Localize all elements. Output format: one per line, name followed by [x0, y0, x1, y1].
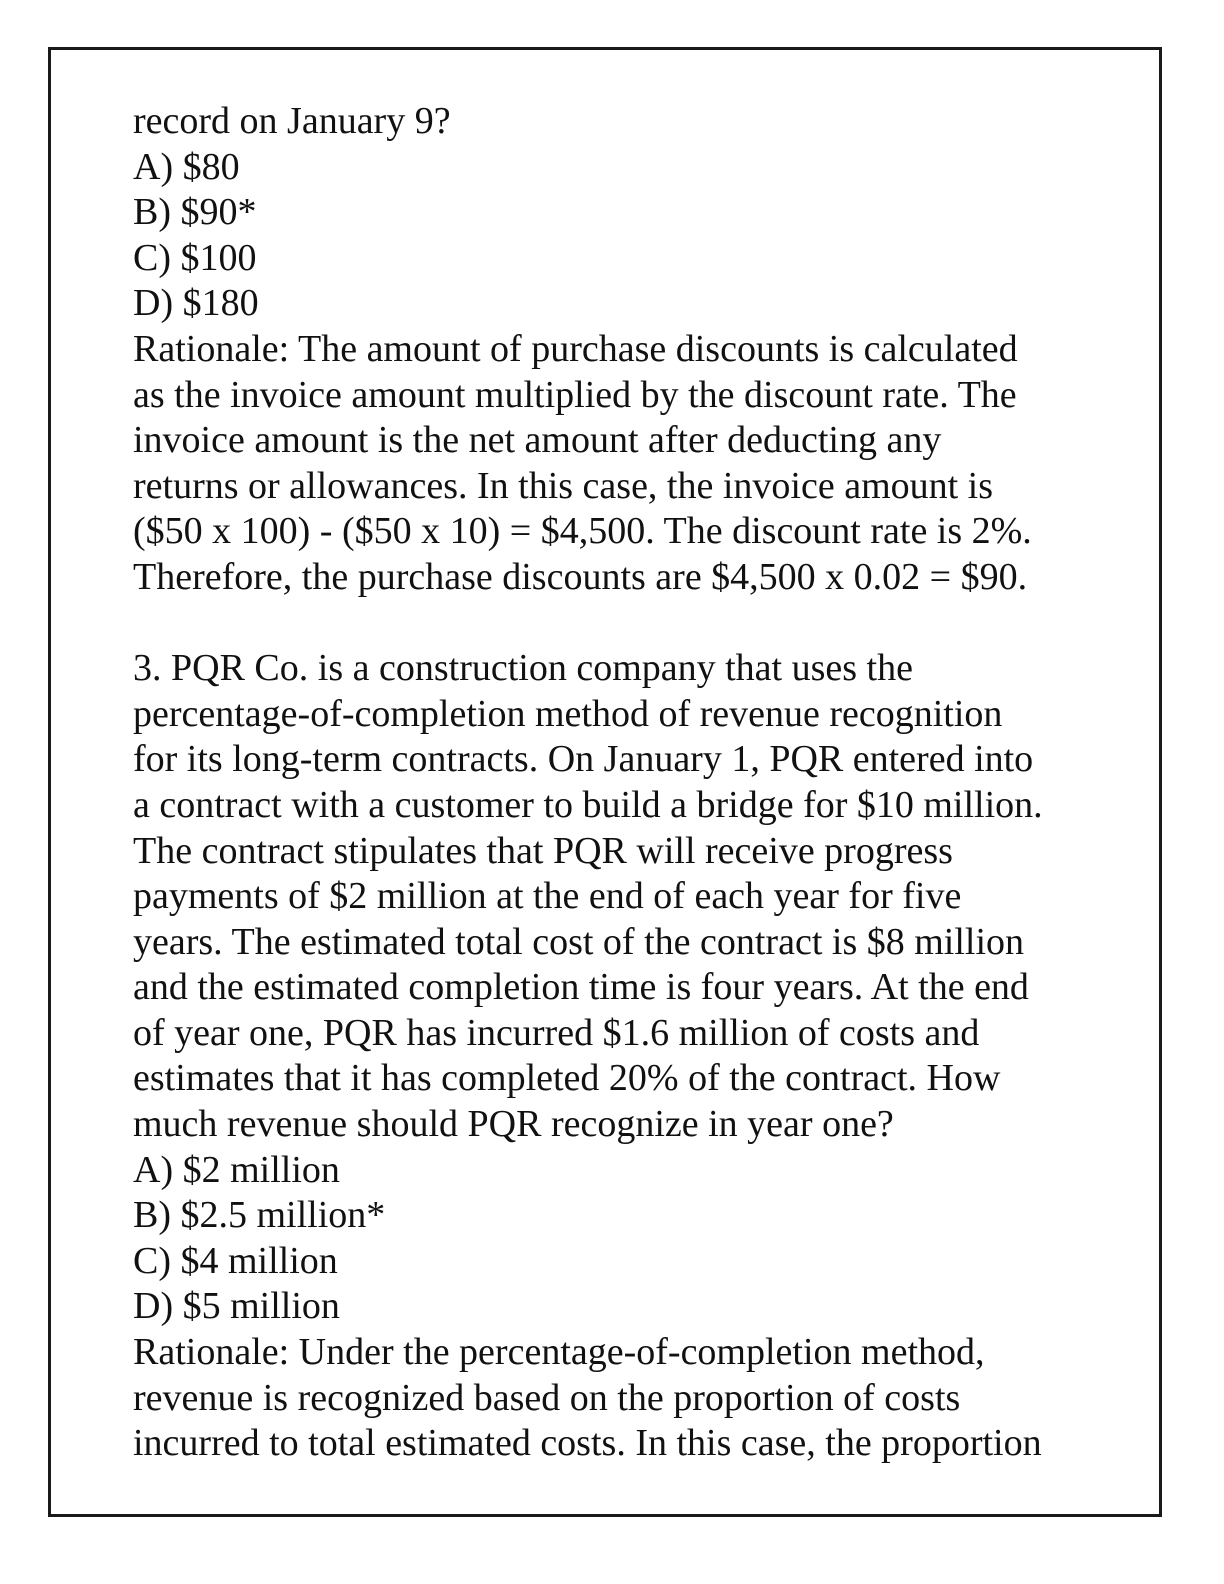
question-3-stem-line: of year one, PQR has incurred $1.6 million of costs and	[133, 1011, 980, 1054]
question-2-option-b: B) $90*	[133, 191, 257, 234]
question-3-stem-line: estimates that it has completed 20% of the contract. How	[133, 1057, 1001, 1100]
question-3-stem-line: and the estimated completion time is four years. At the end	[133, 966, 1029, 1009]
question-3-stem-line: The contract stipulates that PQR will receive progress	[133, 829, 953, 872]
question-3-stem-line: payments of $2 million at the end of each year for five	[133, 875, 962, 918]
question-3-stem-line: much revenue should PQR recognize in year one?	[133, 1103, 894, 1146]
question-3-rationale-line: Rationale: Under the percentage-of-completion method,	[133, 1331, 985, 1374]
paragraph-gap	[133, 601, 1133, 647]
question-3-option-b: B) $2.5 million*	[133, 1194, 386, 1237]
question-2-rationale-line: Therefore, the purchase discounts are $4,500 x 0.02 = $90.	[133, 555, 1028, 598]
question-2-option-c: C) $100	[133, 236, 257, 279]
question-3-stem-line: percentage-of-completion method of revenue recognition	[133, 692, 1003, 735]
question-3-stem-line: years. The estimated total cost of the contract is $8 million	[133, 920, 1025, 963]
question-2-rationale-line: returns or allowances. In this case, the invoice amount is	[133, 464, 994, 507]
question-3-stem-line: 3. PQR Co. is a construction company that uses the	[133, 647, 913, 690]
question-2-rationale-line: invoice amount is the net amount after deducting any	[133, 419, 942, 462]
question-2-stem-end: record on January 9?	[133, 100, 451, 142]
question-3-rationale-line: revenue is recognized based on the proportion of costs	[133, 1376, 961, 1419]
question-3-option-c: C) $4 million	[133, 1239, 338, 1282]
document-body	[133, 99, 1133, 1467]
question-3-option-a: A) $2 million	[133, 1148, 340, 1191]
question-3-option-d: D) $5 million	[133, 1285, 340, 1328]
question-3-stem-line: a contract with a customer to build a bridge for $10 million.	[133, 783, 1043, 826]
question-2-rationale-line: Rationale: The amount of purchase discounts is calculated	[133, 327, 1018, 370]
question-2-option-a: A) $80	[133, 145, 240, 188]
question-2-rationale-line: ($50 x 100) - ($50 x 10) = $4,500. The discount rate is 2%.	[133, 510, 1032, 553]
question-2-rationale-line: as the invoice amount multiplied by the discount rate. The	[133, 373, 1017, 416]
question-3-rationale-line: incurred to total estimated costs. In this case, the proportion	[133, 1422, 1042, 1465]
question-2-option-d: D) $180	[133, 282, 259, 325]
question-3-stem-line: for its long-term contracts. On January 1, PQR entered into	[133, 738, 1034, 781]
